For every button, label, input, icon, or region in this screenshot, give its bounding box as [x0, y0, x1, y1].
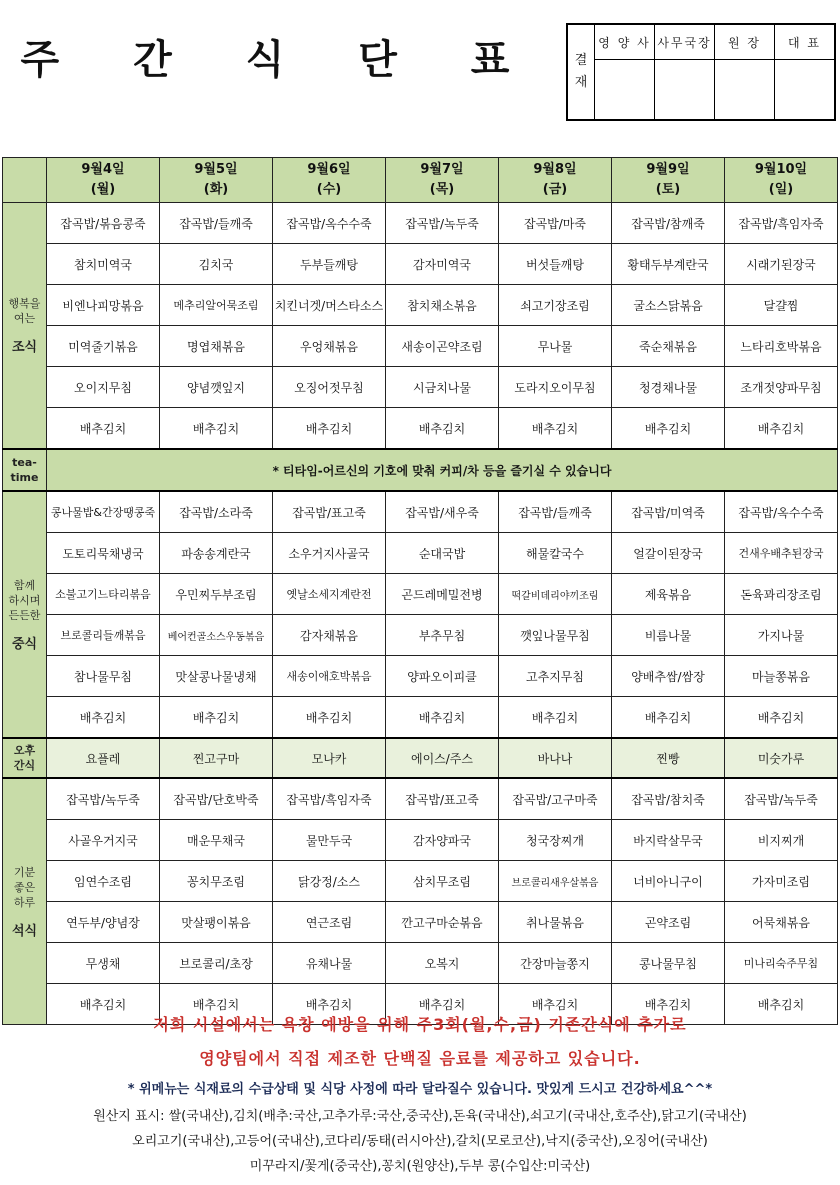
dinner-row — [3, 902, 838, 943]
day-header-row — [3, 158, 838, 203]
day-date: 9월9일 — [646, 162, 690, 177]
menu-cell: 비름나물 — [612, 615, 725, 656]
notice-protein-line-1: 저희 시설에서는 욕창 예방을 위해 주3회(월,수,금) 기존간식에 추가로 — [153, 1015, 687, 1034]
menu-cell: 소불고기느타리볶음 — [47, 574, 160, 615]
approval-box — [566, 23, 836, 121]
approval-head: 대 표 — [775, 25, 834, 60]
snack-cell: 찐빵 — [612, 738, 725, 778]
menu-cell: 잡곡밥/고구마죽 — [499, 778, 612, 820]
menu-cell: 양파오이피클 — [386, 656, 499, 697]
snack-cell: 바나나 — [499, 738, 612, 778]
menu-cell: 배추김치 — [160, 697, 273, 739]
snack-cell: 찐고구마 — [160, 738, 273, 778]
menu-cell: 치킨너겟/머스타소스 — [273, 285, 386, 326]
lunch-row — [3, 533, 838, 574]
menu-cell: 잡곡밥/새우죽 — [386, 491, 499, 533]
menu-cell: 부추무침 — [386, 615, 499, 656]
breakfast-row — [3, 203, 838, 244]
menu-cell: 시금치나물 — [386, 367, 499, 408]
menu-cell: 맛살팽이볶음 — [160, 902, 273, 943]
day-date: 9월10일 — [754, 162, 808, 177]
origin-line: 원산지 표시: 쌀(국내산),김치(배추:국산,고추가루:국산,중국산),돈육(국내산),쇠고기(국내산,호주산),닭고기(국내산) — [93, 1109, 747, 1124]
dinner-row — [3, 778, 838, 820]
menu-cell: 연근조림 — [273, 902, 386, 943]
approval-side-char: 결 — [574, 53, 588, 68]
menu-cell: 유채나물 — [273, 943, 386, 984]
menu-cell: 잡곡밥/참치죽 — [612, 778, 725, 820]
menu-cell: 배추김치 — [499, 408, 612, 450]
menu-cell: 콩나물밥&간장땡콩죽 — [47, 491, 160, 533]
menu-cell: 새송이애호박볶음 — [273, 656, 386, 697]
day-date: 9월7일 — [420, 162, 464, 177]
notice-protein-line-2: 영양팀에서 직접 제조한 단백질 음료를 제공하고 있습니다. — [199, 1049, 641, 1068]
menu-cell: 취나물볶음 — [499, 902, 612, 943]
approval-sign-area — [775, 60, 834, 119]
lunch-label-line: 함께 — [13, 578, 36, 592]
menu-cell: 가지나물 — [725, 615, 838, 656]
day-of-week: (목) — [429, 182, 455, 197]
menu-cell: 브로콜리/초장 — [160, 943, 273, 984]
approval-side-char: 재 — [574, 75, 588, 90]
menu-cell: 배추김치 — [499, 697, 612, 739]
day-date: 9월8일 — [533, 162, 577, 177]
day-of-week: (수) — [316, 182, 342, 197]
menu-cell: 고추지무침 — [499, 656, 612, 697]
menu-cell: 배추김치 — [386, 984, 499, 1025]
lunch-label-line: 하시며 — [8, 593, 41, 607]
menu-cell: 배추김치 — [47, 408, 160, 450]
menu-cell: 배추김치 — [273, 984, 386, 1025]
menu-cell: 너비아니구이 — [612, 861, 725, 902]
day-date: 9월5일 — [194, 162, 238, 177]
menu-cell: 닭강정/소스 — [273, 861, 386, 902]
menu-cell: 참치미역국 — [47, 244, 160, 285]
menu-cell: 배추김치 — [612, 984, 725, 1025]
lunch-row — [3, 491, 838, 533]
menu-cell: 참나물무침 — [47, 656, 160, 697]
breakfast-row — [3, 326, 838, 367]
menu-cell: 곤약조림 — [612, 902, 725, 943]
menu-cell: 물만두국 — [273, 820, 386, 861]
menu-cell: 쇠고기장조림 — [499, 285, 612, 326]
dinner-label-line: 하루 — [13, 895, 36, 909]
dinner-label-line: 좋은 — [13, 880, 36, 894]
approval-col-director — [715, 25, 775, 119]
menu-cell: 소우거지사골국 — [273, 533, 386, 574]
menu-cell: 죽순채볶음 — [612, 326, 725, 367]
menu-cell: 황태두부계란국 — [612, 244, 725, 285]
menu-cell: 잡곡밥/소라죽 — [160, 491, 273, 533]
day-header — [386, 158, 499, 203]
dinner-label — [3, 778, 47, 1025]
menu-cell: 무나물 — [499, 326, 612, 367]
menu-cell: 잡곡밥/옥수수죽 — [725, 491, 838, 533]
day-date: 9월6일 — [307, 162, 351, 177]
menu-cell: 옛날소세지계란전 — [273, 574, 386, 615]
notice-menu-change: * 위메뉴는 식재료의 수급상태 및 식당 사정에 따라 달라질수 있습니다. 맛있게 드시고 건강하세요^^* — [127, 1082, 713, 1097]
menu-cell: 메추리알어묵조림 — [160, 285, 273, 326]
menu-cell: 비엔나피망볶음 — [47, 285, 160, 326]
menu-cell: 청국장찌개 — [499, 820, 612, 861]
menu-cell: 비지찌개 — [725, 820, 838, 861]
snack-label — [3, 738, 47, 778]
approval-sign-area — [715, 60, 774, 119]
menu-cell: 마늘쫑볶음 — [725, 656, 838, 697]
menu-cell: 바지락살무국 — [612, 820, 725, 861]
menu-cell: 청경채나물 — [612, 367, 725, 408]
page-title: 주 간 식 단 표 — [20, 37, 540, 83]
menu-cell: 명엽채볶음 — [160, 326, 273, 367]
menu-cell: 잡곡밥/녹두죽 — [725, 778, 838, 820]
menu-cell: 미나리숙주무침 — [725, 943, 838, 984]
menu-cell: 배추김치 — [273, 408, 386, 450]
menu-cell: 깐고구마순볶음 — [386, 902, 499, 943]
menu-cell: 잡곡밥/마죽 — [499, 203, 612, 244]
menu-cell: 우민찌두부조림 — [160, 574, 273, 615]
menu-cell: 양배추쌈/쌈장 — [612, 656, 725, 697]
menu-cell: 배추김치 — [725, 984, 838, 1025]
menu-cell: 감자미역국 — [386, 244, 499, 285]
menu-cell: 해물칼국수 — [499, 533, 612, 574]
menu-cell: 깻잎나물무침 — [499, 615, 612, 656]
lunch-row — [3, 656, 838, 697]
menu-cell: 사골우거지국 — [47, 820, 160, 861]
menu-cell: 달걀찜 — [725, 285, 838, 326]
menu-cell: 잡곡밥/표고죽 — [273, 491, 386, 533]
approval-head: 원 장 — [715, 25, 774, 60]
menu-cell: 건새우배추된장국 — [725, 533, 838, 574]
approval-head: 사무국장 — [655, 25, 714, 60]
menu-cell: 베어컨골소스우동볶음 — [160, 615, 273, 656]
tea-time-row — [3, 449, 838, 491]
menu-cell: 잡곡밥/녹두죽 — [47, 778, 160, 820]
menu-cell: 배추김치 — [725, 408, 838, 450]
menu-cell: 돈육꽈리장조림 — [725, 574, 838, 615]
menu-cell: 참치채소볶음 — [386, 285, 499, 326]
day-date: 9월4일 — [81, 162, 125, 177]
menu-cell: 브로콜리새우살볶음 — [499, 861, 612, 902]
approval-side-label — [568, 25, 595, 119]
dinner-row — [3, 943, 838, 984]
menu-cell: 조개젓양파무침 — [725, 367, 838, 408]
menu-cell: 잡곡밥/흑임자죽 — [273, 778, 386, 820]
menu-cell: 간장마늘쫑지 — [499, 943, 612, 984]
day-of-week: (금) — [542, 182, 568, 197]
menu-cell: 배추김치 — [386, 408, 499, 450]
lunch-row — [3, 697, 838, 739]
menu-cell: 매운무채국 — [160, 820, 273, 861]
origin-line: 미꾸라지/꽃게(중국산),꽁치(원양산),두부 콩(수입산:미국산) — [249, 1159, 591, 1174]
menu-cell: 브로콜리들깨볶음 — [47, 615, 160, 656]
snack-cell: 모나카 — [273, 738, 386, 778]
menu-cell: 감자채볶음 — [273, 615, 386, 656]
lunch-meal-name: 중식 — [11, 636, 38, 652]
menu-cell: 잡곡밥/녹두죽 — [386, 203, 499, 244]
menu-cell: 잡곡밥/단호박죽 — [160, 778, 273, 820]
menu-cell: 도라지오이무침 — [499, 367, 612, 408]
breakfast-row — [3, 244, 838, 285]
menu-cell: 굴소스닭볶음 — [612, 285, 725, 326]
approval-col-nutritionist — [595, 25, 655, 119]
weekly-menu-table — [2, 157, 838, 1025]
day-of-week: (토) — [655, 182, 681, 197]
menu-cell: 콩나물무침 — [612, 943, 725, 984]
menu-cell: 오복지 — [386, 943, 499, 984]
breakfast-meal-name: 조식 — [11, 340, 38, 355]
breakfast-label-line: 행복을 — [8, 297, 41, 310]
dinner-meal-name: 석식 — [11, 923, 38, 939]
menu-cell: 우엉채볶음 — [273, 326, 386, 367]
breakfast-row — [3, 367, 838, 408]
menu-cell: 잡곡밥/표고죽 — [386, 778, 499, 820]
menu-cell: 감자양파국 — [386, 820, 499, 861]
menu-cell: 파송송계란국 — [160, 533, 273, 574]
menu-cell: 잡곡밥/볶음콩죽 — [47, 203, 160, 244]
approval-sign-area — [595, 60, 654, 119]
origin-line: 오리고기(국내산),고등어(국내산),코다리/동태(러시아산),갈치(모로코산),낙지(중국산),오징어(국내산) — [132, 1134, 708, 1149]
day-of-week: (일) — [768, 182, 794, 197]
menu-cell: 잡곡밥/들깨죽 — [160, 203, 273, 244]
menu-cell: 느타리호박볶음 — [725, 326, 838, 367]
menu-cell: 배추김치 — [499, 984, 612, 1025]
day-header — [273, 158, 386, 203]
menu-cell: 버섯들깨탕 — [499, 244, 612, 285]
menu-cell: 잡곡밥/흑임자죽 — [725, 203, 838, 244]
day-header — [160, 158, 273, 203]
notice-section — [0, 1008, 840, 1179]
lunch-row — [3, 615, 838, 656]
menu-cell: 제육볶음 — [612, 574, 725, 615]
corner-cell — [3, 158, 47, 203]
menu-cell: 김치국 — [160, 244, 273, 285]
menu-cell: 오이지무침 — [47, 367, 160, 408]
menu-cell: 두부들깨탕 — [273, 244, 386, 285]
menu-cell: 임연수조림 — [47, 861, 160, 902]
menu-cell: 잡곡밥/미역죽 — [612, 491, 725, 533]
menu-cell: 새송이곤약조림 — [386, 326, 499, 367]
dinner-row — [3, 861, 838, 902]
breakfast-label-line: 여는 — [13, 312, 36, 325]
dinner-row — [3, 820, 838, 861]
menu-cell: 배추김치 — [612, 408, 725, 450]
day-header — [499, 158, 612, 203]
menu-cell: 순대국밥 — [386, 533, 499, 574]
menu-cell: 배추김치 — [612, 697, 725, 739]
day-of-week: (월) — [90, 182, 116, 197]
day-header — [612, 158, 725, 203]
menu-cell: 양념깻잎지 — [160, 367, 273, 408]
menu-cell: 맛살콩나물냉채 — [160, 656, 273, 697]
lunch-row — [3, 574, 838, 615]
menu-cell: 배추김치 — [47, 984, 160, 1025]
menu-cell: 어묵채볶음 — [725, 902, 838, 943]
approval-head: 영 양 사 — [595, 25, 654, 60]
menu-cell: 곤드레메밀전병 — [386, 574, 499, 615]
day-header — [47, 158, 160, 203]
menu-cell: 배추김치 — [160, 984, 273, 1025]
lunch-label — [3, 491, 47, 738]
menu-cell: 가자미조림 — [725, 861, 838, 902]
snack-label-line: 간식 — [13, 759, 36, 772]
menu-cell: 배추김치 — [386, 697, 499, 739]
dinner-label-line: 기분 — [13, 865, 36, 879]
menu-cell: 꽁치무조림 — [160, 861, 273, 902]
snack-cell: 요플레 — [47, 738, 160, 778]
menu-cell: 배추김치 — [725, 697, 838, 739]
approval-col-office-manager — [655, 25, 715, 119]
menu-cell: 얼갈이된장국 — [612, 533, 725, 574]
breakfast-row — [3, 285, 838, 326]
day-of-week: (화) — [203, 182, 229, 197]
day-header — [725, 158, 838, 203]
snack-cell: 미숫가루 — [725, 738, 838, 778]
menu-cell: 배추김치 — [47, 697, 160, 739]
menu-cell: 잡곡밥/들깨죽 — [499, 491, 612, 533]
menu-cell: 떡갈비데리야끼조림 — [499, 574, 612, 615]
menu-cell: 잡곡밥/참깨죽 — [612, 203, 725, 244]
menu-cell: 배추김치 — [273, 697, 386, 739]
menu-cell: 배추김치 — [160, 408, 273, 450]
lunch-label-line: 든든한 — [8, 608, 41, 622]
tea-time-label: tea-time — [3, 449, 47, 491]
menu-cell: 오징어젓무침 — [273, 367, 386, 408]
approval-sign-area — [655, 60, 714, 119]
snack-label-line: 오후 — [13, 744, 36, 757]
menu-cell: 삼치무조림 — [386, 861, 499, 902]
menu-cell: 잡곡밥/옥수수죽 — [273, 203, 386, 244]
menu-cell: 무생채 — [47, 943, 160, 984]
menu-cell: 시래기된장국 — [725, 244, 838, 285]
breakfast-row — [3, 408, 838, 450]
snack-cell: 에이스/주스 — [386, 738, 499, 778]
breakfast-label — [3, 203, 47, 450]
menu-cell: 도토리묵채냉국 — [47, 533, 160, 574]
tea-time-text: * 티타임-어르신의 기호에 맞춰 커피/차 등을 즐기실 수 있습니다 — [47, 449, 838, 491]
approval-col-ceo — [775, 25, 834, 119]
menu-cell: 미역줄기볶음 — [47, 326, 160, 367]
snack-row — [3, 738, 838, 778]
menu-cell: 연두부/양념장 — [47, 902, 160, 943]
